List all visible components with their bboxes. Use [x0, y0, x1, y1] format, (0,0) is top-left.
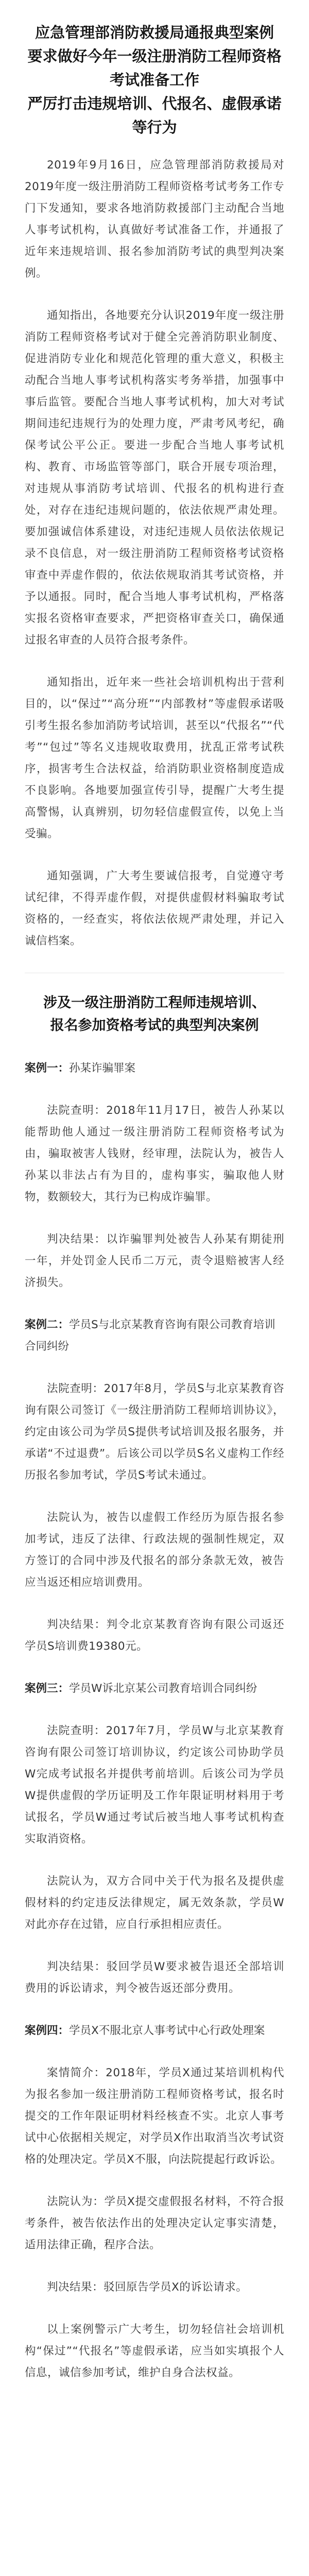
case-heading	[25, 1058, 284, 1079]
title-line: 严厉打击违规培训、代报名、虚假承诺	[27, 95, 282, 112]
case-paragraph: 法院查明：2018年11月17日，被告人孙某以能帮助他人通过一级注册消防工程师资格考试为由，骗取被害人钱财，经审理，法院认为，被告人孙某以非法占有为目的，虚构事实，骗取他人财物，数额较大，其行为已构成诈骗罪。	[25, 1104, 284, 1204]
title-line: 考试准备工作	[109, 71, 199, 89]
case-paragraph: 判决结果：以诈骗罪判处被告人孙某有期徒刑一年，并处罚金人民币二万元，责令退赔被害人经济损失。	[25, 1233, 284, 1289]
article-title	[25, 21, 284, 139]
case-title: 学员X不服北京人事考试中心行政处理案	[69, 2024, 265, 2037]
section-title-line: 报名参加资格考试的典型判决案例	[50, 1018, 259, 1033]
case-paragraph: 判决结果：驳回学员W要求被告退还全部培训费用的诉讼请求，判令被告返还部分费用。	[25, 1960, 284, 1995]
case-title: 学员W诉北京某公司教育培训合同纠纷	[69, 1682, 258, 1695]
case-label: 案例三：	[25, 1682, 70, 1695]
case-label: 案例四：	[25, 2024, 70, 2037]
spacer	[25, 139, 284, 155]
section-title-line: 涉及一级注册消防工程师违规培训、	[43, 995, 266, 1011]
case-title: 孙某诈骗罪案	[69, 1062, 136, 1075]
section-title	[25, 992, 284, 1037]
intro-paragraph: 通知强调，广大考生要诚信报考，自觉遵守考试纪律，不得弄虚作假，对提供虚假材料骗取考试资格的，一经查实，将依法依规严肃处理，并记入诚信档案。	[25, 870, 284, 947]
case-heading	[25, 1314, 284, 1358]
case-heading	[25, 1678, 284, 1700]
closing-paragraph: 以上案例警示广大考生，切勿轻信社会培训机构“保过”“代报名”等虚假承诺，应当如实填报个人信息，诚信参加考试，维护自身合法权益。	[25, 2323, 284, 2379]
case-paragraph: 案情简介：2018年，学员X通过某培训机构代为报名参加一级注册消防工程师资格考试，报名时提交的工作年限证明材料经核查不实。北京人事考试中心依据相关规定，对学员X作出取消当次考试资格的处理决定。学员X不服，向法院提起行政诉讼。	[25, 2066, 284, 2166]
title-line: 应急管理部消防救援局通报典型案例	[35, 24, 274, 41]
case-paragraph: 法院认为，双方合同中关于代为报名及提供虚假材料的约定违反法律规定，属无效条款，学员W对此亦存在过错，应自行承担相应责任。	[25, 1875, 284, 1931]
case-paragraph: 判决结果：驳回原告学员X的诉讼请求。	[47, 2281, 248, 2294]
intro-paragraph: 通知指出，近年来一些社会培训机构出于营利目的，以“保过”“高分班”“内部教材”等虚假承诺吸引考生报名参加消防考试培训，甚至以“代报名”“代考”“包过”等名义违规收取费用，扰乱正常考试秩序，损害考生合法权益，给消防职业资格制度造成不良影响。各地要加强宣传引导，提醒广大考生提高警惕，认真辨别，切勿轻信虚假宣传，以免上当受骗。	[25, 676, 284, 840]
intro-paragraph: 2019年9月16日，应急管理部消防救援局对2019年度一级注册消防工程师资格考试考务工作专门下发通知，要求各地消防救援部门主动配合当地人事考试机构，认真做好考试准备工作，并通报了近年来违规培训、报名参加消防考试的典型判决案例。	[25, 159, 284, 280]
case-label: 案例一：	[25, 1062, 70, 1075]
case-title: 学员S与北京某教育咨询有限公司教育培训合同纠纷	[25, 1318, 276, 1353]
title-line: 等行为	[132, 118, 177, 136]
case-paragraph: 法院查明：2017年8月，学员S与北京某教育咨询有限公司签订《一级注册消防工程师培训协议》，约定由该公司为学员S提供考试培训及报名服务，并承诺“不过退费”。后该公司以学员S名义虚构工作经历报名参加考试，学员S考试未通过。	[25, 1382, 284, 1482]
title-line: 要求做好今年一级注册消防工程师资格	[27, 47, 282, 65]
case-label: 案例二：	[25, 1318, 70, 1331]
intro-paragraph: 通知指出，各地要充分认识2019年度一级注册消防工程师资格考试对于健全完善消防职业制度、促进消防专业化和规范化管理的重大意义，积极主动配合当地人事考试机构落实考务举措，加强事中事后监管。要配合当地人事考试机构，加大对考试期间违纪违规行为的处理力度，严肃考风考纪，确保考试公平公正。要进一步配合当地人事考试机构、教育、市场监管等部门，联合开展专项治理，对违规从事消防考试培训、代报名的机构进行查处，对存在违纪违规问题的，依法依规严肃处理。要加强诚信体系建设，对违纪违规人员依法依规记录不良信息，对一级注册消防工程师资格考试资格审查中弄虚作假的，依法依规取消其考试资格，并予以通报。同时，配合当地人事考试机构，严格落实报名资格审查要求，严把资格审查关口，确保通过报名审查的人员符合报考条件。	[25, 309, 284, 647]
case-paragraph: 法院查明：2017年7月，学员W与北京某教育咨询有限公司签订培训协议，约定该公司协助学员W完成考试报名并提供考前培训。后该公司为学员W提供虚假的学历证明及工作年限证明材料用于考试报名，学员W通过考试后被当地人事考试机构查实取消资格。	[25, 1724, 284, 1845]
case-paragraph: 法院认为，被告以虚假工作经历为原告报名参加考试，违反了法律、行政法规的强制性规定，双方签订的合同中涉及代报名的部分条款无效，被告应当返还相应培训费用。	[25, 1511, 284, 1589]
case-heading	[25, 2020, 284, 2042]
case-paragraph: 法院认为：学员X提交虚假报名材料，不符合报考条件，被告依法作出的处理决定认定事实清楚，适用法律正确，程序合法。	[25, 2195, 284, 2251]
case-paragraph: 判决结果：判令北京某教育咨询有限公司返还学员S培训费19380元。	[25, 1618, 284, 1653]
